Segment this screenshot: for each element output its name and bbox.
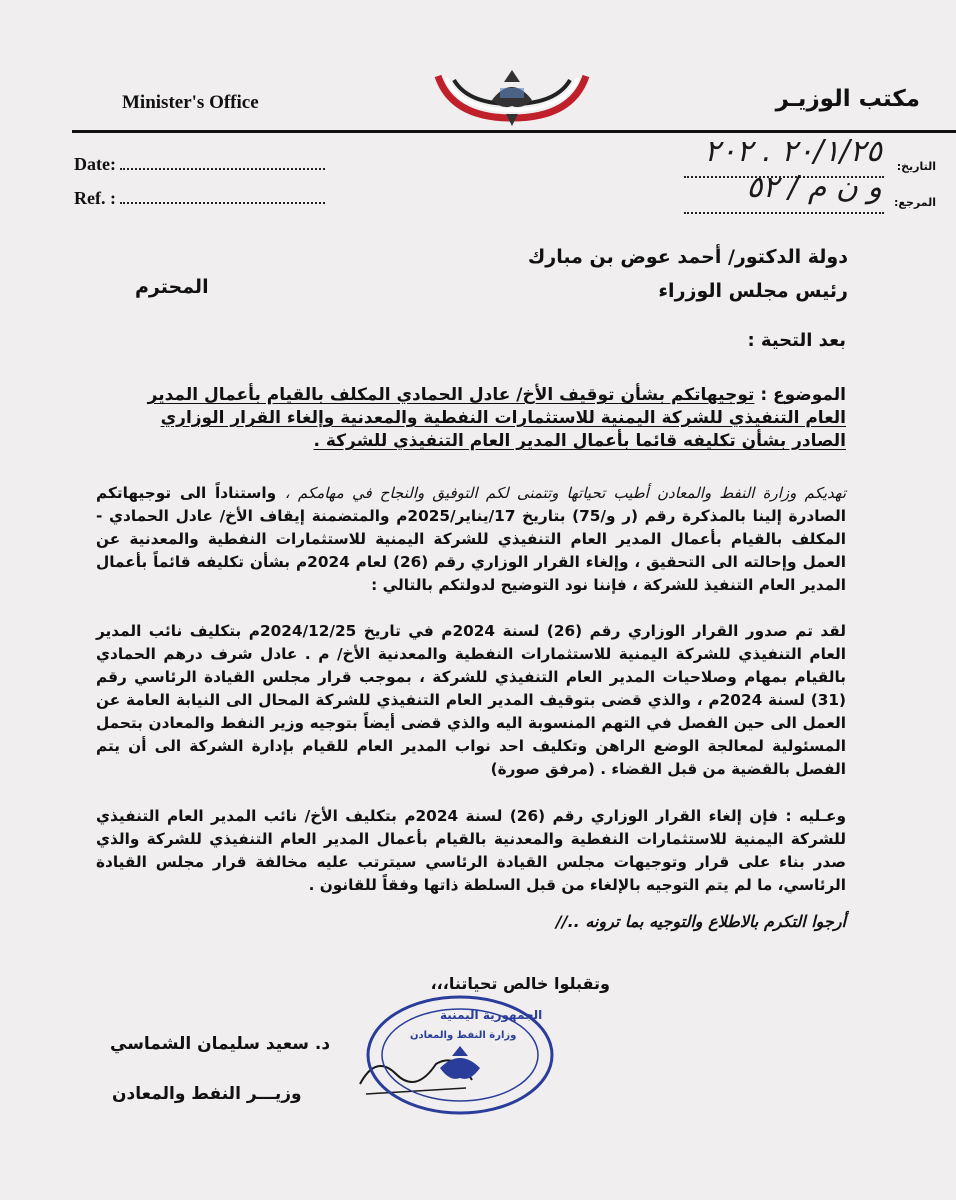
body-paragraph-1 — [96, 482, 846, 597]
office-title-en: Minister's Office — [122, 92, 259, 113]
header-divider — [72, 130, 956, 133]
date-value: ٢٠/١/٢٥ . ٢٠٢ — [704, 134, 882, 169]
stamp-line-1: الجمهورية اليمنية — [440, 1008, 543, 1022]
greeting: بعد التحية : — [747, 330, 846, 351]
addressee-block — [528, 240, 848, 308]
ref-label-ar: المرجع: — [894, 196, 936, 209]
ref-line-ar — [684, 212, 884, 214]
request-line: أرجوا التكرم بالاطلاع والتوجيه بما ترونه ..// — [555, 912, 846, 931]
ref-label-en: Ref. : — [74, 188, 325, 209]
date-label-ar: التاريخ: — [896, 160, 936, 173]
body-paragraph-3: وعـليه : فإن إلغاء القرار الوزاري رقم (26) لسنة 2024م بتكليف الأخ/ نائب المدير العام التنفيذي للشركة اليمنية للاستثمارات النفطية والمعدنية بالقيام بأعمال المدير العام التنفيذي للشركة والذي صدر بناء على قرار وتوجيهات مجلس القيادة الرئاسي سيترتب عليه مخالفة قرار مجلس القيادة الرئاسي، ما لم يتم التوجيه بالإلغاء من قبل السلطة ذاتها وفقاً للقانون . — [96, 807, 846, 894]
body-paragraph-2: لقد تم صدور القرار الوزاري رقم (26) لسنة 2024م في تاريخ 2024/12/25م بتكليف نائب المدير العام التنفيذي للشركة اليمنية للاستثمارات النفطية والمعدنية الأخ/ م . عادل شرف درهم الحمادي بالقيام بمهام وصلاحيات المدير العام التنفيذي للشركة ، بموجب قرار مجلس القيادة الرئاسي رقم (31) لسنة 2024م ، والذي قضى بتوقيف المدير العام التنفيذي للشركة المحال الى النيابة العامة عن العمل الى حين الفصل في التهم المنسوبة اليه والذي قضى أيضاً بتوجيه وزير النفط والمعادن بتحمل المسئولية لمعالجة الوضع الراهن وتكليف احد نواب المدير العام للقيام بإدارة الشركة الى أن يتم الفصل بالقضية من قبل القضاء . (مرفق صورة) — [96, 622, 846, 778]
closing-line: وتقبلوا خالص تحياتنا،،، — [430, 974, 610, 993]
paragraph-1-text: واستناداً الى توجيهاتكم الصادرة إلينا بالمذكرة رقم (ر و/75) بتاريخ 17/يناير/2025م والمتضمنة إيقاف الأخ/ عادل الحمادي - المكلف بالقيام بأعمال المدير العام التنفيذي للشركة اليمنية للاستثمارات النفطية والمعدنية عن العمل وإحالته الى التحقيق ، وإلغاء القرار الوزاري رقم (26) لعام 2024م بشأن تكليفه قائماً بأعمال المدير العام التنفيذ للشركة ، فإننا نود التوضيح لدولتكم بالتالي : — [96, 484, 846, 594]
signer-title: وزيـــر النفط والمعادن — [112, 1084, 302, 1104]
subject-label: الموضوع : — [760, 385, 846, 405]
handwritten-greeting: تهديكم وزارة النفط والمعادن أطيب تحياتها وتتمنى لكم التوفيق والنجاح في مهامكم ، — [284, 484, 846, 502]
addressee-title: رئيس مجلس الوزراء — [658, 280, 848, 302]
date-label-en: Date: — [74, 154, 325, 175]
honorific: المحترم — [135, 276, 209, 298]
yemen-eagle-emblem-icon — [432, 70, 592, 132]
office-title-ar: مكتب الوزيـر — [775, 86, 920, 112]
stamp-line-2: وزارة النفط والمعادن — [410, 1030, 517, 1041]
addressee-name: دولة الدكتور/ أحمد عوض بن مبارك — [527, 246, 848, 268]
subject — [106, 384, 846, 453]
signer-name: د. سعيد سليمان الشماسي — [110, 1034, 331, 1054]
ref-value: و ن م / ٥٢ — [746, 170, 882, 205]
subject-text: توجيهاتكم بشأن توقيف الأخ/ عادل الحمادي المكلف بالقيام بأعمال المدير العام التنفيذي للشركة اليمنية للاستثمارات النفطية والمعدنية وإلغاء القرار الوزاري الصادر بشأن تكليفه قائما بأعمال المدير العام التنفيذي للشركة . — [147, 385, 846, 451]
